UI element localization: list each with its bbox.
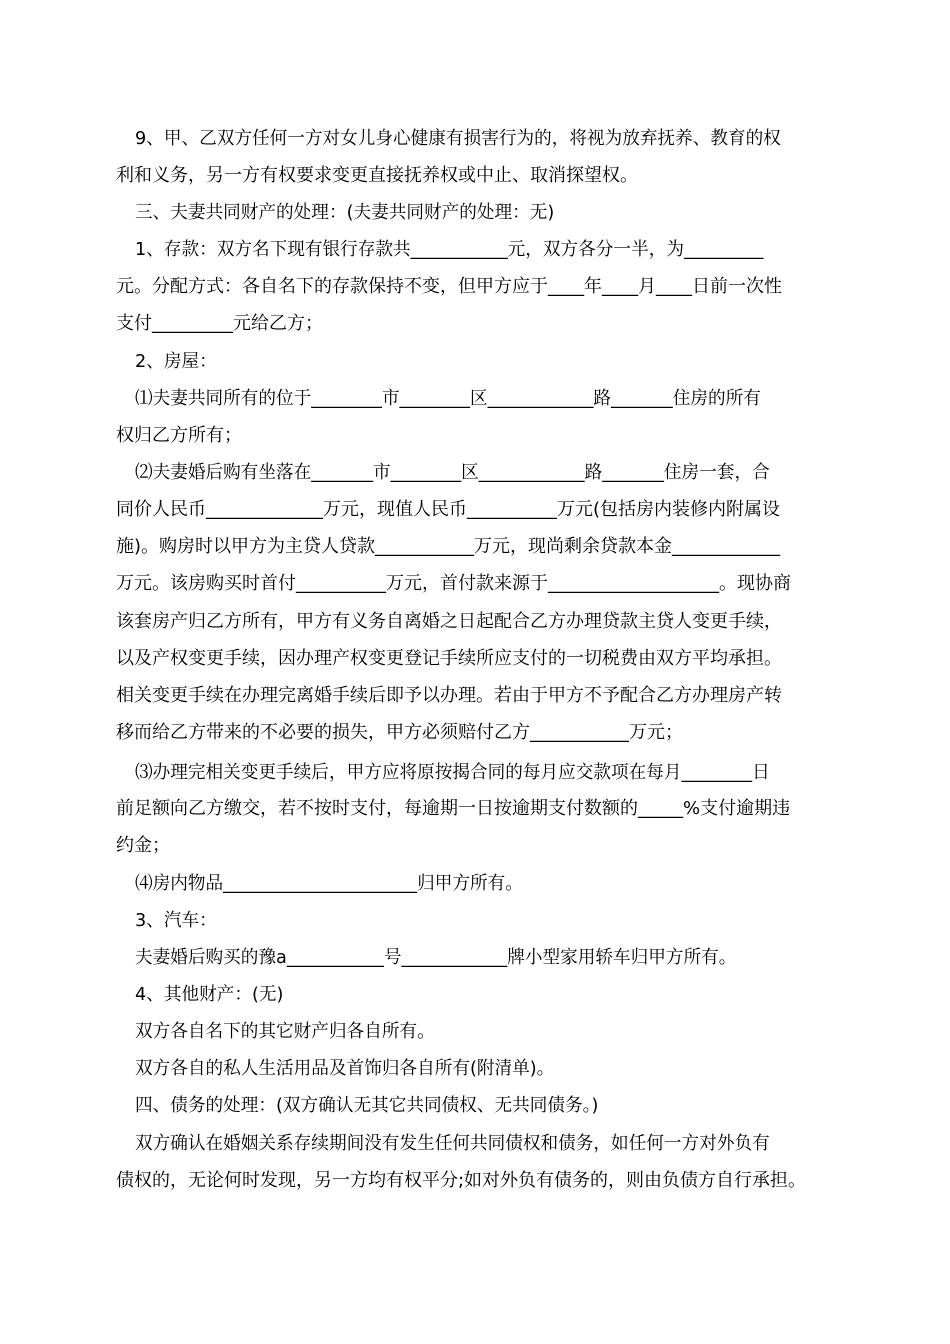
text-line: 债权的，无论何时发现，另一方均有权平分;如对外负有债务的，则由负债方自行承担。 bbox=[116, 1170, 807, 1191]
text-line: 元。分配方式：各自名下的存款保持不变，但甲方应于____年____月____日前一次性 bbox=[116, 276, 782, 297]
text-line: ⑴夫妻共同所有的位于________市________区____________路_______住房的所有 bbox=[135, 388, 761, 409]
text-line: 四、债务的处理：(双方确认无其它共同债权、无共同债务。) bbox=[135, 1095, 599, 1116]
text-line: 该套房产归乙方所有，甲方有义务自离婚之日起配合乙方办理贷款主贷人变更手续， bbox=[116, 611, 782, 632]
text-line: 2、房屋： bbox=[135, 351, 217, 372]
text-line: 4、其他财产：(无) bbox=[135, 984, 284, 1005]
text-line: 3、汽车： bbox=[135, 910, 217, 931]
text-line: 1、存款：双方名下现有银行存款共___________元，双方各分一半，为_________ bbox=[135, 239, 764, 260]
text-line: 以及产权变更手续，因办理产权变更登记手续所应支付的一切税费由双方平均承担。 bbox=[116, 648, 782, 669]
text-line: 权归乙方所有； bbox=[116, 425, 242, 446]
text-line: 施)。购房时以甲方为主贷人贷款___________万元，现尚剩余贷款本金____________ bbox=[116, 536, 781, 557]
text-line: 约金； bbox=[116, 835, 170, 856]
text-line: 9、甲、乙双方任何一方对女儿身心健康有损害行为的，将视为放弃抚养、教育的权 bbox=[135, 128, 781, 149]
text-line: 双方确认在婚姻关系存续期间没有发生任何共同债权和债务，如任何一方对外负有 bbox=[135, 1133, 770, 1154]
text-line: 三、夫妻共同财产的处理：(夫妻共同财产的处理：无) bbox=[135, 202, 555, 223]
text-line: 利和义务，另一方有权要求变更直接抚养权或中止、取消探望权。 bbox=[116, 165, 638, 186]
text-line: 移而给乙方带来的不必要的损失，甲方必须赔付乙方___________万元； bbox=[116, 722, 683, 743]
text-line: ⑶办理完相关变更手续后，甲方应将原按揭合同的每月应交款项在每月________日 bbox=[135, 762, 770, 783]
text-line: 双方各自名下的其它财产归各自所有。 bbox=[135, 1021, 435, 1042]
text-line: 相关变更手续在办理完离婚手续后即予以办理。若由于甲方不予配合乙方办理房产转 bbox=[116, 685, 782, 706]
text-line: 支付_________元给乙方； bbox=[116, 313, 323, 334]
text-line: 夫妻婚后购买的豫a___________号____________牌小型家用轿车归甲方所有。 bbox=[135, 947, 737, 968]
text-line: 双方各自的私人生活用品及首饰归各自所有(附清单)。 bbox=[135, 1058, 555, 1079]
text-line: 前足额向乙方缴交，若不按时支付，每逾期一日按逾期支付数额的_____%支付逾期违 bbox=[116, 798, 791, 819]
text-line: ⑷房内物品______________________归甲方所有。 bbox=[135, 873, 523, 894]
text-line: ⑵夫妻婚后购有坐落在_______市________区____________路_______住房一套，合 bbox=[135, 462, 770, 483]
text-line: 同价人民币_____________万元，现值人民币__________万元(包括房内装修内附属设 bbox=[116, 499, 781, 520]
text-line: 万元。该房购买时首付__________万元，首付款来源于___________________。现协商 bbox=[116, 573, 791, 594]
